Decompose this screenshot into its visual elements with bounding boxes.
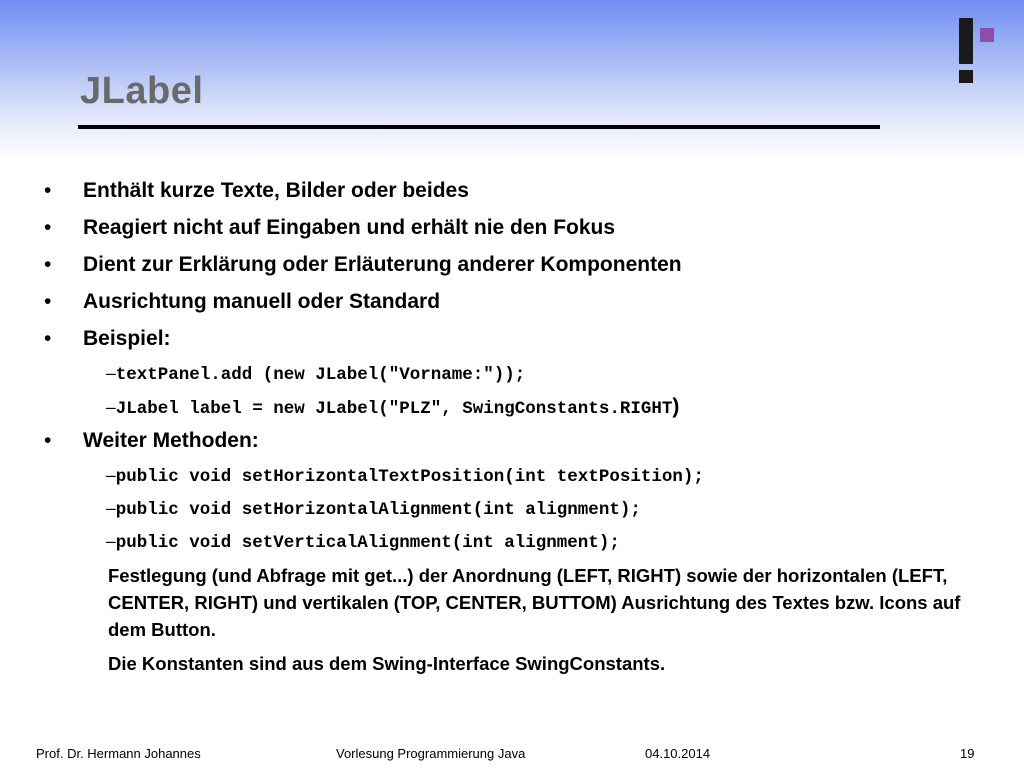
sub-dash: – — [106, 397, 116, 417]
bullet-dot: • — [44, 327, 52, 350]
code-closing-paren: ) — [672, 395, 680, 418]
bullet-text: Beispiel: — [83, 327, 171, 350]
bullet-item — [44, 290, 440, 314]
sub-dash: – — [106, 498, 116, 518]
bullet-text: Reagiert nicht auf Eingaben und erhält nie den Fokus — [83, 216, 616, 239]
bullet-dot: • — [44, 253, 52, 276]
footer-course: Vorlesung Programmierung Java — [336, 746, 526, 761]
bullet-text: Dient zur Erklärung oder Erläuterung anderer Komponenten — [83, 253, 682, 276]
bullet-text: Ausrichtung manuell oder Standard — [83, 290, 441, 313]
bullet-item — [44, 327, 171, 351]
description-paragraph: Festlegung (und Abfrage mit get...) der Anordnung (LEFT, RIGHT) sowie der horizontalen (LEFT, CENTER, RIGHT) und vertikalen (TOP, CENTER, BUTTOM) Ausrichtung des Textes bzw. Icons auf dem Button. — [108, 565, 961, 640]
bullet-dot: • — [44, 290, 52, 313]
code-line — [106, 395, 679, 419]
method-text: public void setHorizontalTextPosition(int textPosition); — [115, 467, 704, 487]
code-line — [106, 363, 525, 385]
bullet-item — [44, 216, 615, 240]
sub-dash: – — [106, 531, 116, 551]
sub-dash: – — [106, 363, 116, 383]
method-line — [106, 498, 641, 520]
bullet-dot: • — [44, 429, 52, 452]
bullet-item — [44, 253, 682, 277]
footer-page-number: 19 — [960, 746, 975, 761]
method-line — [106, 531, 620, 553]
method-text: public void setVerticalAlignment(int alignment); — [115, 533, 620, 553]
bullet-dot: • — [44, 216, 52, 239]
bullet-text: Enthält kurze Texte, Bilder oder beides — [83, 179, 469, 202]
sub-dash: – — [106, 465, 116, 485]
method-text: public void setHorizontalAlignment(int alignment); — [115, 500, 641, 520]
bullet-dot: • — [44, 179, 52, 202]
bullet-text: Weiter Methoden: — [83, 429, 259, 452]
bullet-item — [44, 179, 469, 203]
constants-note: Die Konstanten sind aus dem Swing-Interface SwingConstants. — [108, 653, 666, 674]
footer-date: 04.10.2014 — [645, 746, 711, 761]
footer-author: Prof. Dr. Hermann Johannes — [36, 746, 201, 761]
slide-title: JLabel — [80, 70, 204, 112]
code-text: JLabel label = new JLabel("PLZ", SwingConstants.RIGHT — [115, 399, 673, 419]
method-line — [106, 465, 704, 487]
code-text: textPanel.add (new JLabel("Vorname:")); — [115, 365, 526, 385]
bullet-item — [44, 429, 259, 453]
